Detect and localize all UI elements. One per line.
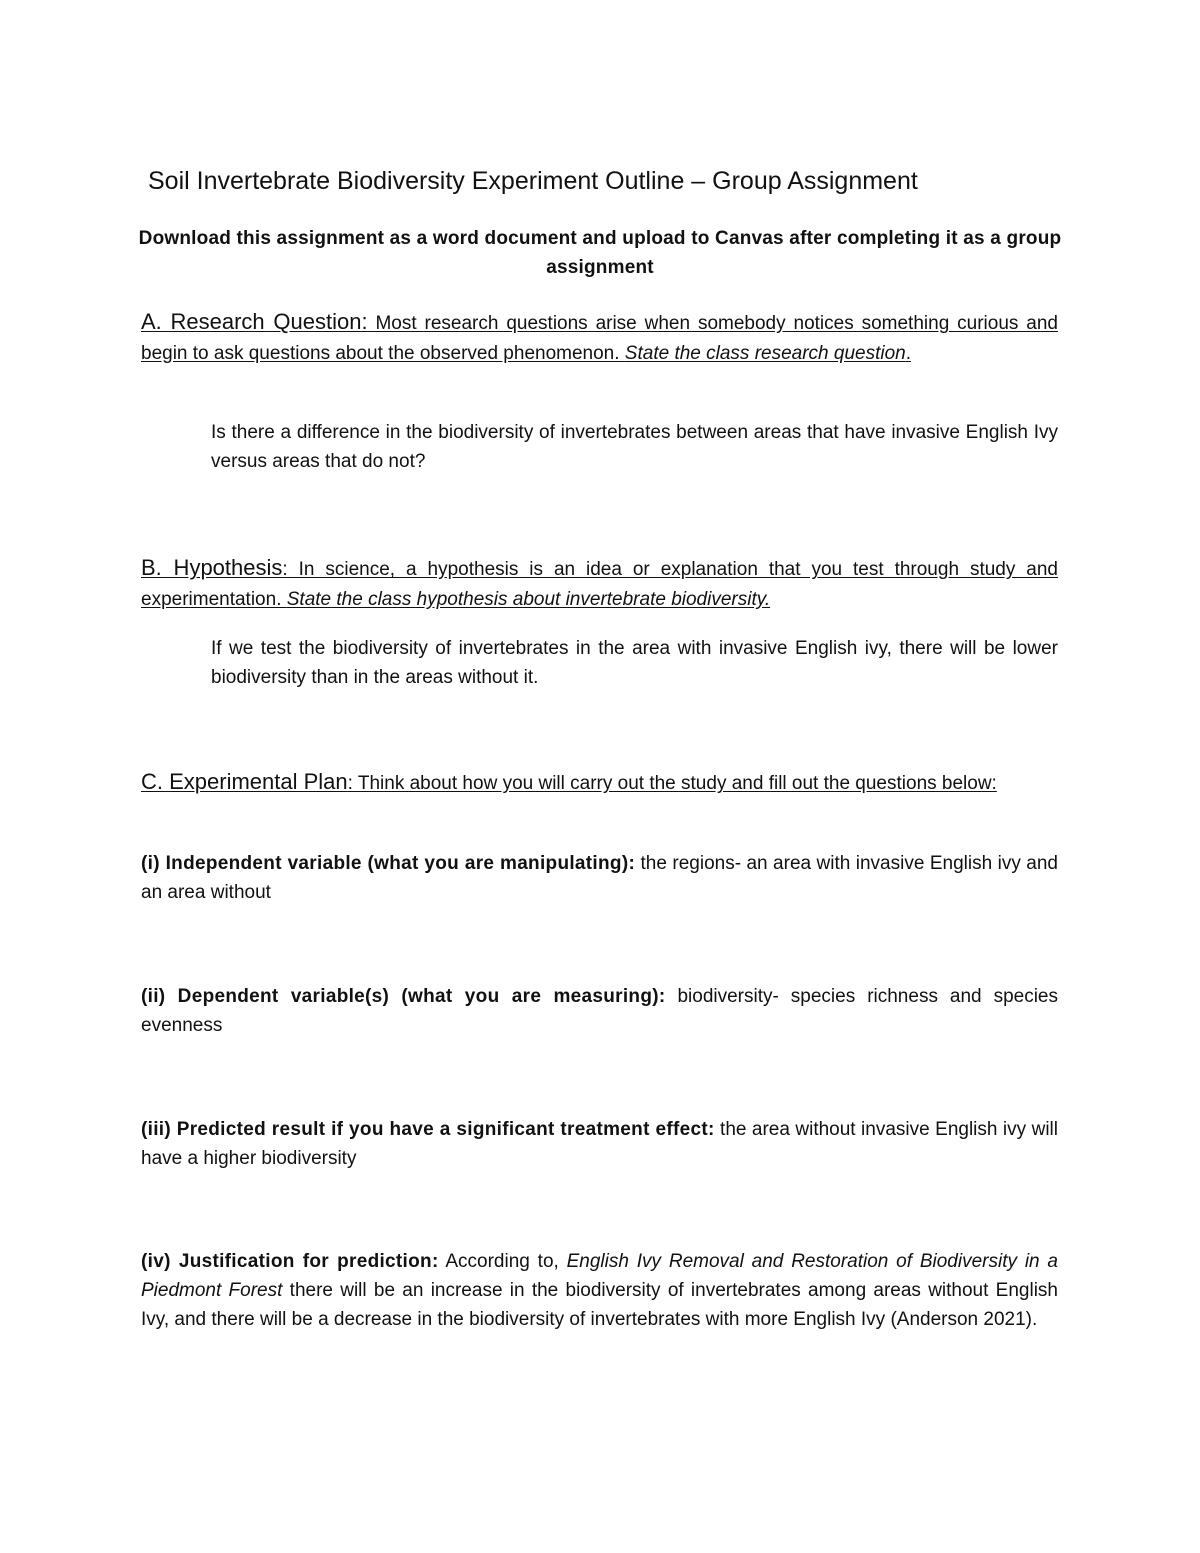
assignment-instructions: Download this assignment as a word document and upload to Canvas after completing it as a group assignment	[138, 228, 1062, 278]
justification-answer-intro: According to,	[438, 1251, 567, 1272]
research-question-task: State the class research question	[624, 342, 906, 364]
dependent-variable-label: (ii) Dependent variable(s) (what you are measuring):	[141, 986, 666, 1007]
hypothesis-heading: B. Hypothesis	[141, 555, 283, 580]
justification-label: (iv) Justification for prediction:	[141, 1251, 439, 1272]
predicted-result-item	[141, 1115, 1058, 1173]
dependent-variable-item	[141, 982, 1058, 1040]
independent-variable-answer: the regions- an area with invasive English ivy and an area without	[141, 853, 1058, 903]
justification-answer-body: there will be an increase in the biodiversity of invertebrates among areas without English Ivy, and there will be a decrease in the biodiversity of invertebrates with more English Ivy (Anderson 2021).	[141, 1280, 1058, 1330]
research-question-prompt	[141, 307, 1058, 368]
justification-item	[141, 1247, 1058, 1334]
hypothesis-answer: If we test the biodiversity of invertebrates in the area with invasive English ivy, there will be lower biodiversity than in the areas without it.	[211, 638, 1058, 688]
research-question-answer: Is there a difference in the biodiversity of invertebrates between areas that have invasive English Ivy versus areas that do not?	[211, 422, 1058, 472]
experimental-plan-instruction: : Think about how you will carry out the study and fill out the questions below:	[347, 773, 997, 794]
independent-variable-label: (i) Independent variable (what you are manipulating):	[141, 853, 636, 874]
research-question-colon: :	[361, 309, 368, 334]
research-question-heading: A. Research Question	[141, 309, 362, 334]
dependent-variable-answer: biodiversity- species richness and species evenness	[141, 986, 1058, 1036]
predicted-result-label: (iii) Predicted result if you have a significant treatment effect:	[141, 1119, 715, 1140]
document-title: Soil Invertebrate Biodiversity Experiment Outline – Group Assignment	[148, 167, 918, 195]
experimental-plan-heading: C. Experimental Plan	[141, 769, 348, 794]
hypothesis-instruction: : In science, a hypothesis is an idea or explanation that you test through study and experimentation.	[141, 559, 1058, 610]
research-question-instruction: Most research questions arise when somebody notices something curious and begin to ask questions about the observed phenomenon.	[141, 313, 1058, 364]
predicted-result-answer: the area without invasive English ivy will have a higher biodiversity	[141, 1119, 1058, 1169]
independent-variable-item	[141, 849, 1058, 907]
research-question-task-end: .	[905, 342, 912, 364]
justification-source-title: English Ivy Removal and Restoration of Biodiversity in a Piedmont Forest	[141, 1251, 1058, 1301]
hypothesis-task: State the class hypothesis about invertebrate biodiversity.	[286, 588, 771, 610]
hypothesis-prompt	[141, 553, 1058, 614]
experimental-plan-prompt	[141, 767, 1058, 799]
